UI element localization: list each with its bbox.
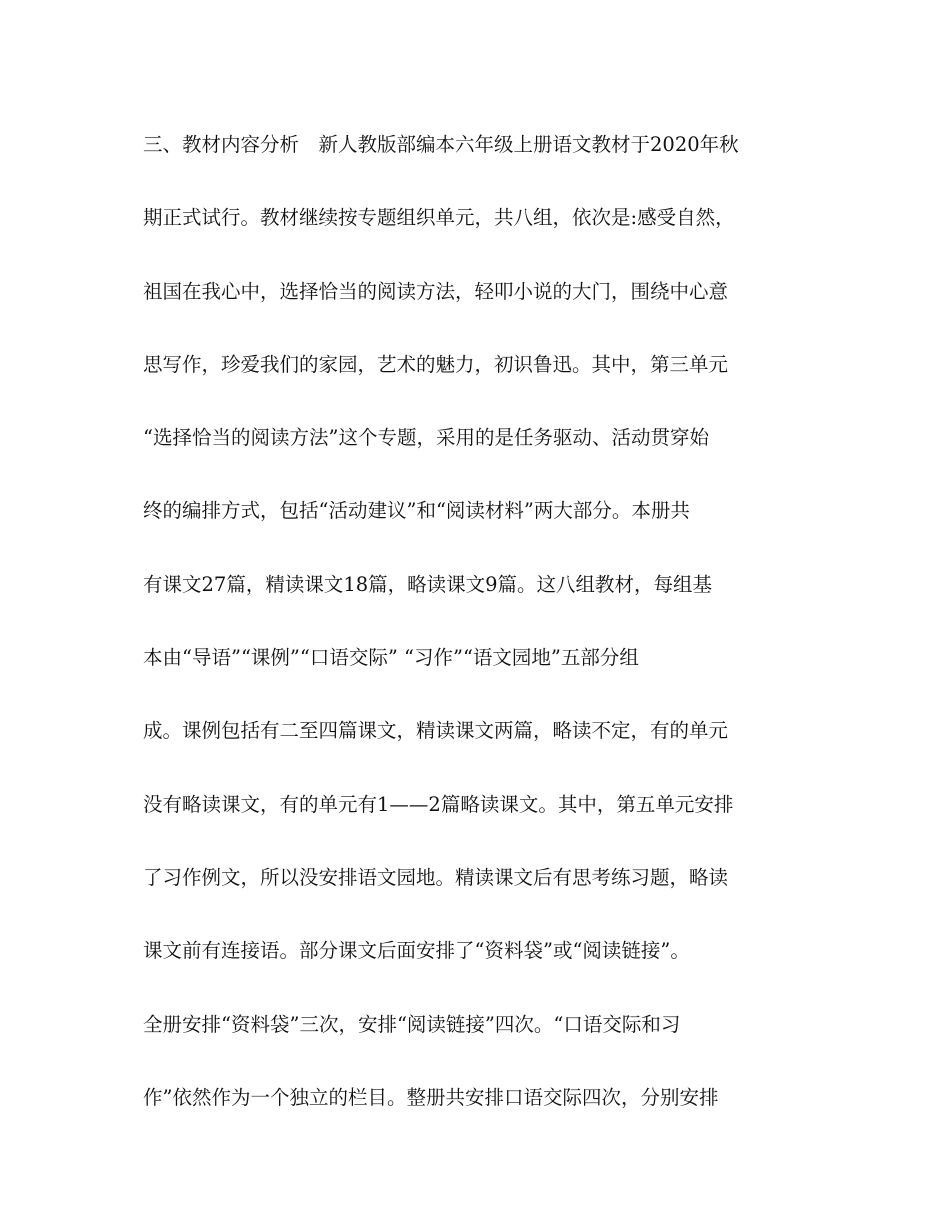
text-line-3: 祖国在我心中，选择恰当的阅读方法，轻叩小说的大门，围绕中心意 bbox=[143, 279, 729, 303]
text-line-10: 没有略读课文，有的单元有1——2篇略读课文。其中，第五单元安排 bbox=[143, 792, 734, 816]
text-line-8: 本由“导语”“课例”“口语交际” “习作”“语文园地”五部分组 bbox=[143, 646, 639, 670]
text-line-14: 作”依然作为一个独立的栏目。整册共安排口语交际四次，分别安排 bbox=[143, 1085, 719, 1109]
text-line-2: 期正式试行。教材继续按专题组织单元，共八组，依次是:感受自然， bbox=[143, 206, 735, 230]
text-line-6: 终的编排方式，包括“活动建议”和“阅读材料”两大部分。本册共 bbox=[143, 499, 690, 523]
text-line-1: 三、教材内容分析 新人教版部编本六年级上册语文教材于2020年秋 bbox=[143, 133, 739, 156]
text-line-11: 了习作例文，所以没安排语文园地。精读课文后有思考练习题，略读 bbox=[143, 865, 729, 889]
text-line-5: “选择恰当的阅读方法”这个专题，采用的是任务驱动、活动贯穿始 bbox=[143, 426, 709, 450]
text-line-12: 课文前有连接语。部分课文后面安排了“资料袋”或“阅读链接”。 bbox=[143, 939, 690, 963]
text-line-13: 全册安排“资料袋”三次，安排“阅读链接”四次。“口语交际和习 bbox=[143, 1012, 681, 1036]
text-line-4: 思写作，珍爱我们的家园，艺术的魅力，初识鲁迅。其中，第三单元 bbox=[143, 352, 729, 376]
text-line-9: 成。课例包括有二至四篇课文，精读课文两篇，略读不定，有的单元 bbox=[143, 719, 729, 743]
body-text bbox=[143, 126, 823, 1152]
text-line-7: 有课文27篇，精读课文18篇，略读课文9篇。这八组教材，每组基 bbox=[143, 572, 713, 596]
